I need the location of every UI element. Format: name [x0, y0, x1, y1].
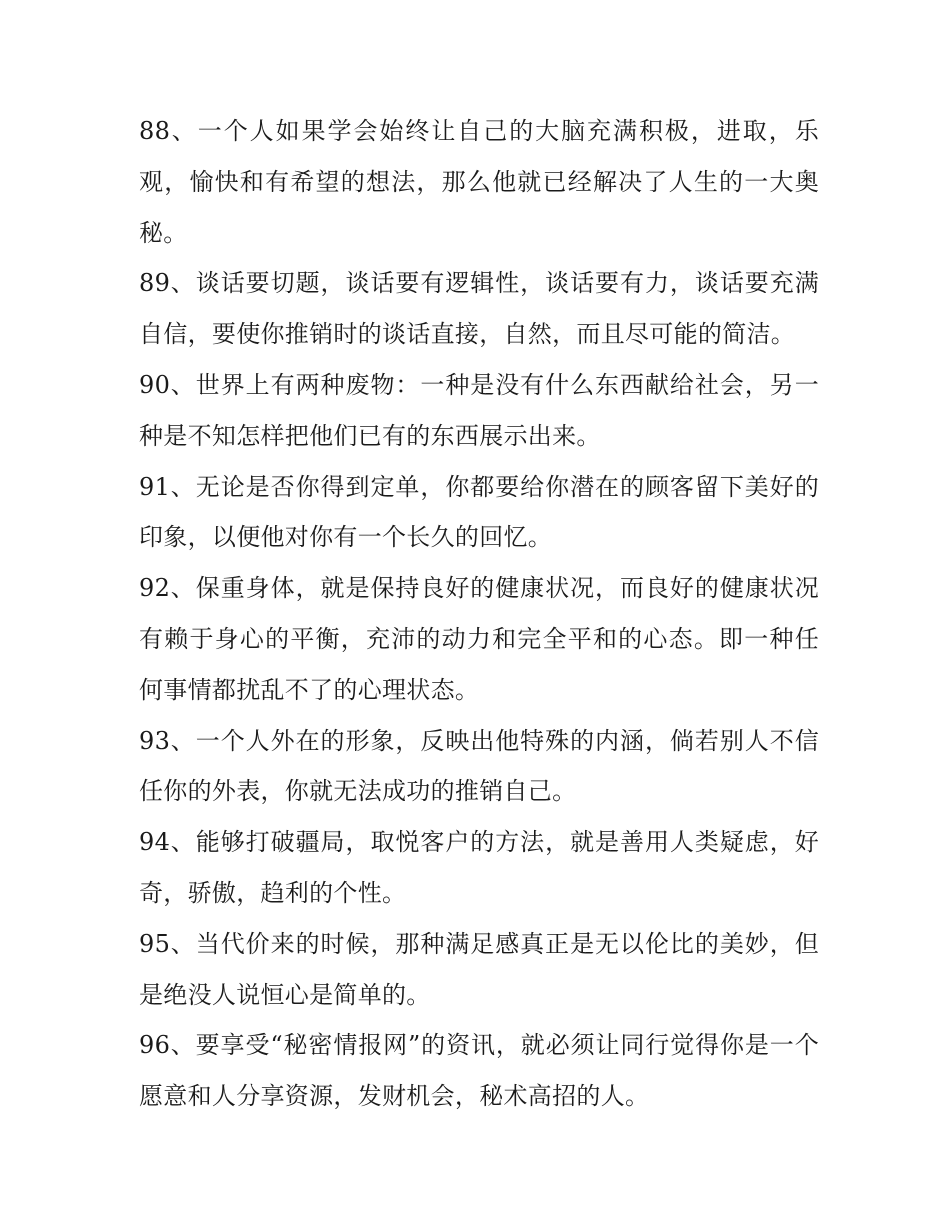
- document-page: [139, 106, 819, 1122]
- quote-91: 91、无论是否你得到定单，你都要给你潜在的顾客留下美好的印象，以便他对你有一个长久的回忆。: [139, 472, 819, 552]
- quote-92: 92、保重身体，就是保持良好的健康状况，而良好的健康状况有赖于身心的平衡，充沛的动力和完全平和的心态。即一种任何事情都扰乱不了的心理状态。: [139, 574, 819, 704]
- quote-96: 96、要享受“秘密情报网”的资讯，就必须让同行觉得你是一个愿意和人分享资源，发财机会，秘术高招的人。: [139, 1031, 819, 1111]
- quote-95: 95、当代价来的时候，那种满足感真正是无以伦比的美妙，但是绝没人说恒心是简单的。: [139, 929, 819, 1009]
- quote-88: 88、一个人如果学会始终让自己的大脑充满积极，进取，乐观，愉快和有希望的想法，那么他就已经解决了人生的一大奥秘。: [139, 117, 819, 247]
- quote-90: 90、世界上有两种废物：一种是没有什么东西献给社会，另一种是不知怎样把他们已有的东西展示出来。: [139, 370, 819, 450]
- quote-93: 93、一个人外在的形象，反映出他特殊的内涵，倘若别人不信任你的外表，你就无法成功的推销自己。: [139, 726, 819, 806]
- quote-89: 89、谈话要切题，谈话要有逻辑性，谈话要有力，谈话要充满自信，要使你推销时的谈话直接，自然，而且尽可能的简洁。: [139, 269, 819, 349]
- quote-94: 94、能够打破疆局，取悦客户的方法，就是善用人类疑虑，好奇，骄傲，趋利的个性。: [139, 828, 819, 907]
